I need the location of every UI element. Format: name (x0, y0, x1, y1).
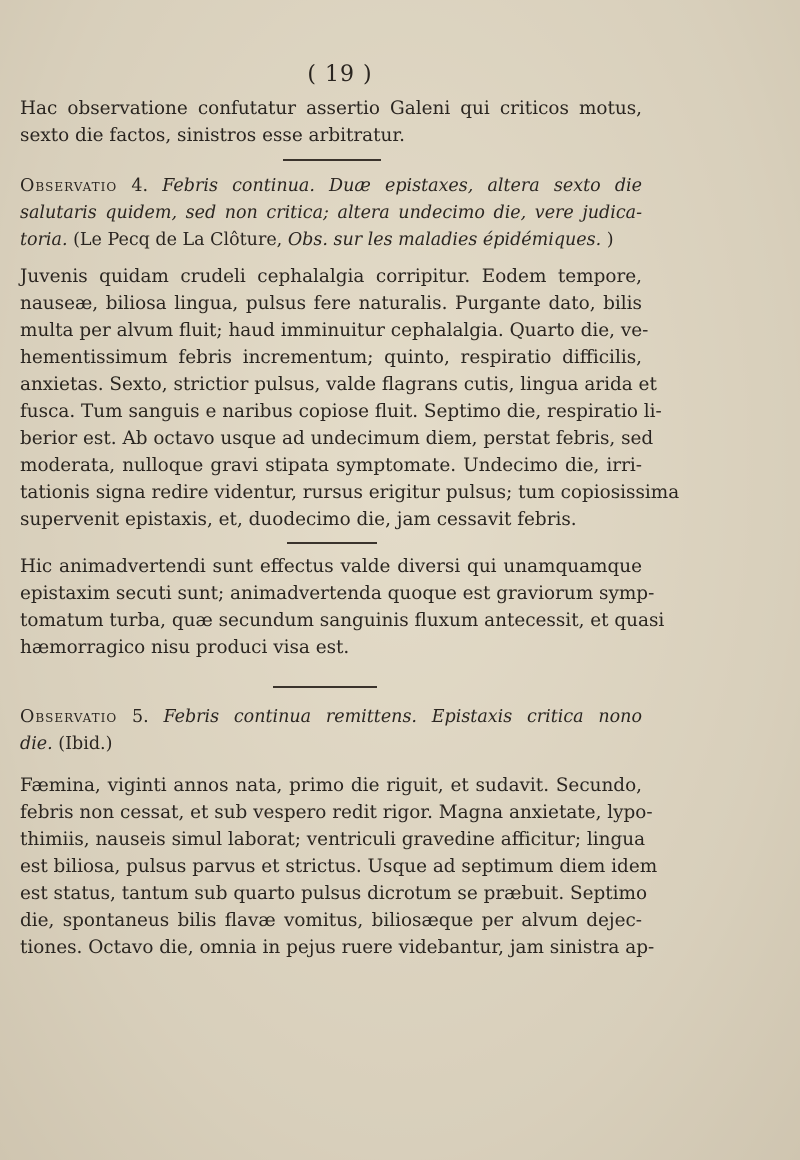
observation-number: 5. (131, 707, 149, 727)
text-line: Juvenis quidam crudeli cephalalgia corripitur. Eodem tempore, (20, 266, 642, 287)
text-line: hæmorragico nisu produci visa est. (20, 637, 350, 658)
text-line: Hic animadvertendi sunt effectus valde diversi qui unamquamque (20, 556, 642, 577)
text-line: tomatum turba, quæ secundum sanguinis fluxum antecessit, et quasi (20, 610, 665, 631)
text-line: multa per alvum fluit; haud imminuitur cephalalgia. Quarto die, ve- (20, 320, 649, 341)
text-line: die, spontaneus bilis flavæ vomitus, biliosæque per alvum dejec- (20, 910, 642, 931)
observation-title-end: toria. (20, 230, 68, 250)
observation-label: Observatio (20, 707, 118, 727)
observation-4-paragraph (20, 263, 680, 533)
text-line: sexto die factos, sinistros esse arbitratur. (20, 125, 405, 146)
section-divider (287, 542, 377, 544)
text-line: tiones. Octavo die, omnia in pejus ruere videbantur, jam sinistra ap- (20, 937, 655, 958)
text-line: berior est. Ab octavo usque ad undecimum diem, perstat febris, sed (20, 428, 654, 449)
text-line: tationis signa redire videntur, rursus erigitur pulsus; tum copiosissima (20, 482, 680, 503)
observation-5-heading (20, 704, 642, 758)
source-suffix: ) (606, 230, 614, 250)
observation-number: 4. (131, 176, 149, 196)
text-line: est status, tantum sub quarto pulsus dicrotum se præbuit. Septimo (20, 883, 648, 904)
observation-title: Febris continua remittens. Epistaxis critica nono (163, 707, 642, 727)
text-line: Hac observatione confutatur assertio Galeni qui criticos motus, (20, 98, 642, 119)
observation-title-end: die. (20, 734, 53, 754)
observation-4-heading (20, 173, 642, 254)
text-line: hementissimum febris incrementum; quinto, respiratio difficilis, (20, 347, 642, 368)
text-line: febris non cessat, et sub vespero redit rigor. Magna anxietate, lypo- (20, 802, 653, 823)
text-line: est biliosa, pulsus parvus et strictus. Usque ad septimum diem idem (20, 856, 658, 877)
section-divider (283, 159, 381, 161)
text-line: nauseæ, biliosa lingua, pulsus fere naturalis. Purgante dato, bilis (20, 293, 642, 314)
text-line: Fæmina, viginti annos nata, primo die riguit, et sudavit. Secundo, (20, 775, 642, 796)
page-number: ( 19 ) (307, 62, 373, 87)
text-line: epistaxim secuti sunt; animadvertenda quoque est graviorum symp- (20, 583, 655, 604)
text-line: supervenit epistaxis, et, duodecimo die, jam cessavit febris. (20, 509, 577, 530)
source-reference: (Ibid.) (58, 734, 113, 754)
observation-label: Observatio (20, 176, 118, 196)
source-prefix: (Le Pecq de La Clôture, (73, 230, 283, 250)
section-divider (273, 686, 377, 688)
observation-title: Febris continua. Duæ epistaxes, altera sexto die (162, 176, 642, 196)
commentary-paragraph (20, 553, 665, 661)
text-line: anxietas. Sexto, strictior pulsus, valde flagrans cutis, lingua arida et (20, 374, 657, 395)
intro-paragraph (20, 95, 642, 149)
text-line: fusca. Tum sanguis e naribus copiose fluit. Septimo die, respiratio li- (20, 401, 662, 422)
observation-5-paragraph (20, 772, 658, 961)
source-title: Obs. sur les maladies épidémiques. (287, 230, 602, 250)
text-line: moderata, nulloque gravi stipata symptomate. Undecimo die, irri- (20, 455, 642, 476)
text-line: thimiis, nauseis simul laborat; ventriculi gravedine afficitur; lingua (20, 829, 646, 850)
observation-title-line: salutaris quidem, sed non critica; altera undecimo die, vere judica- (20, 203, 642, 223)
